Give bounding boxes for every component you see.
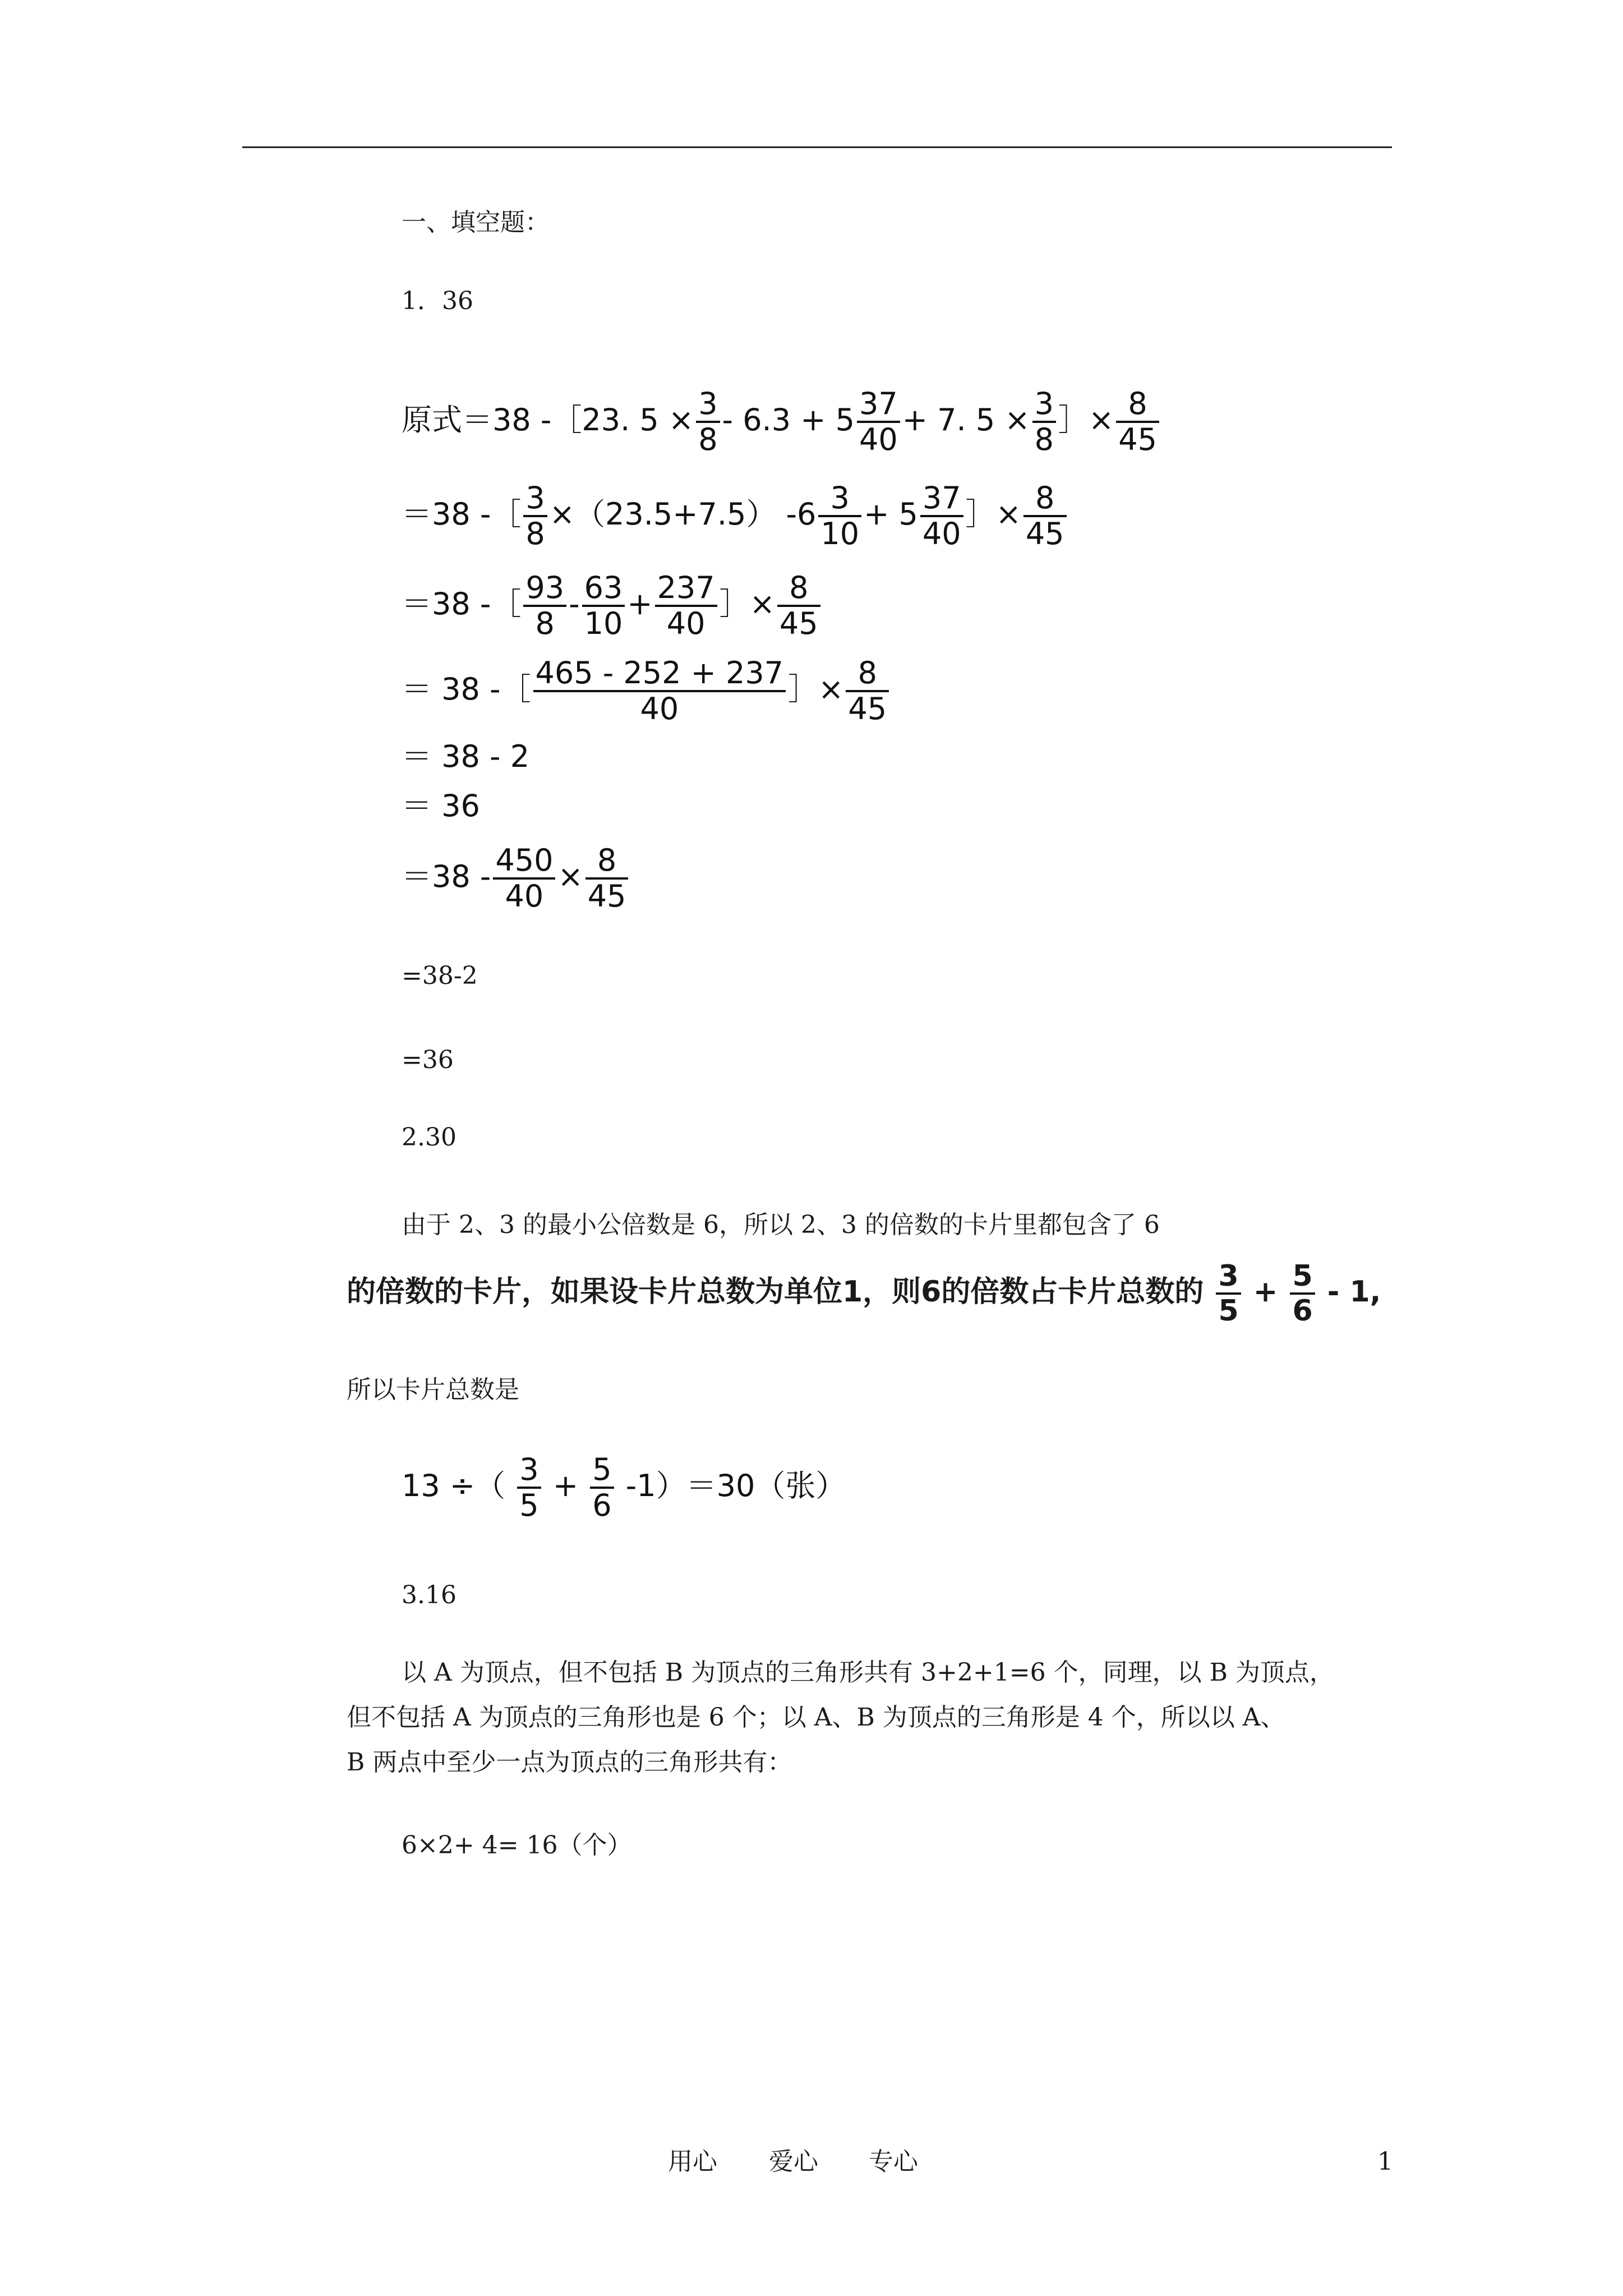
operator: + (1253, 1275, 1278, 1309)
q1-line-3 (402, 571, 823, 641)
q2-para-2-text: 的倍数的卡片，如果设卡片总数为单位1，则6的倍数占卡片总数的 (347, 1275, 1204, 1309)
math-text: ＝ 38 -［ (402, 671, 531, 707)
fraction: $\frac{8}{45}$ (1116, 387, 1159, 457)
math-text: ＝38 - (402, 859, 491, 895)
fraction: $\frac{3}{8}$ (1032, 387, 1056, 457)
q3-line-2: 但不包括 A 为顶点的三角形也是 6 个；以 A、B 为顶点的三角形是 4 个，所以以 A、 (347, 1703, 1285, 1732)
fraction: $\frac{5}{6}$ (1290, 1260, 1315, 1327)
fraction: $\frac{63}{10}$ (582, 571, 625, 641)
operator: + (552, 1468, 579, 1504)
q1-header: 1．36 (402, 287, 473, 315)
math-text: - 6.3 + 5 (722, 402, 855, 438)
fraction: $\frac{93}{8}$ (523, 571, 566, 641)
q1-line-2 (402, 481, 1069, 551)
fraction: $\frac{3}{5}$ (517, 1453, 541, 1523)
fraction: $\frac{3}{10}$ (818, 481, 861, 551)
page-number: 1 (1377, 2147, 1393, 2176)
math-text: ×（23.5+7.5） -6 (549, 496, 817, 532)
footer-motto-1: 用心 (668, 2147, 717, 2176)
math-text: ］× (788, 671, 844, 707)
math-text: 原式＝ (402, 402, 492, 438)
math-text: + 7. 5 × (902, 402, 1030, 438)
q1-line-7 (402, 844, 630, 914)
math-text: + 5 (864, 496, 918, 532)
q1-line-6 (402, 782, 480, 825)
fraction: $\frac{3}{8}$ (696, 387, 720, 457)
q1-tail-2: =36 (402, 1046, 454, 1074)
operator: -1）＝30（张） (625, 1468, 846, 1504)
math-text: ］× (965, 496, 1021, 532)
math-text: ］× (1058, 402, 1114, 438)
math-text: 38 -［23. 5 × (492, 402, 694, 438)
q1-line-4 (402, 656, 891, 726)
math-text: + (627, 586, 653, 622)
fraction: $\frac{8}{45}$ (777, 571, 820, 641)
q2-para-2 (347, 1260, 1381, 1327)
fraction: $\frac{8}{45}$ (585, 844, 629, 914)
q3-line-1: 以 A 为顶点，但不包括 B 为顶点的三角形共有 3+2+1=6 个，同理，以 B 为顶点， (402, 1658, 1334, 1687)
fraction: $\frac{5}{6}$ (590, 1453, 614, 1523)
section-title: 一、填空题： (402, 208, 550, 237)
math-text: ＝ 38 - 2 (402, 739, 530, 774)
q2-equation (402, 1453, 846, 1523)
footer-motto-3: 专心 (869, 2147, 918, 2176)
q2-para-3: 所以卡片总数是 (347, 1375, 519, 1404)
math-text: × (557, 859, 583, 895)
math-text: ＝ 36 (402, 788, 480, 823)
footer-motto-2: 爱心 (769, 2147, 818, 2176)
q3-header: 3.16 (402, 1581, 457, 1609)
q1-line-5 (402, 733, 529, 776)
fraction: $\frac{3}{8}$ (523, 481, 547, 551)
math-text: ］× (719, 586, 775, 622)
fraction: $\frac{450}{40}$ (493, 844, 555, 914)
q3-result: 6×2+ 4= 16（个） (402, 1831, 632, 1860)
math-text: ＝38 -［ (402, 496, 522, 532)
operator: - 1, (1327, 1275, 1381, 1309)
fraction: $\frac{3}{5}$ (1216, 1260, 1241, 1327)
eq-prefix: 13 ÷（ (402, 1468, 506, 1504)
header-rule (242, 146, 1392, 148)
fraction: $\frac{465 - 252 + 237}{40}$ (533, 656, 786, 726)
fraction: $\frac{37}{40}$ (920, 481, 963, 551)
fraction: $\frac{237}{40}$ (655, 571, 717, 641)
fraction: $\frac{8}{45}$ (1023, 481, 1067, 551)
q1-line-1 (402, 387, 1161, 457)
math-text: ＝38 -［ (402, 586, 522, 622)
fraction: $\frac{37}{40}$ (857, 387, 900, 457)
fraction: $\frac{8}{45}$ (846, 656, 889, 726)
math-text: - (569, 586, 580, 622)
q2-header: 2.30 (402, 1123, 457, 1152)
q3-line-3: B 两点中至少一点为顶点的三角形共有： (347, 1748, 792, 1777)
q2-para-1: 由于 2、3 的最小公倍数是 6，所以 2、3 的倍数的卡片里都包含了 6 (402, 1211, 1160, 1239)
q1-tail-1: =38-2 (402, 961, 478, 990)
